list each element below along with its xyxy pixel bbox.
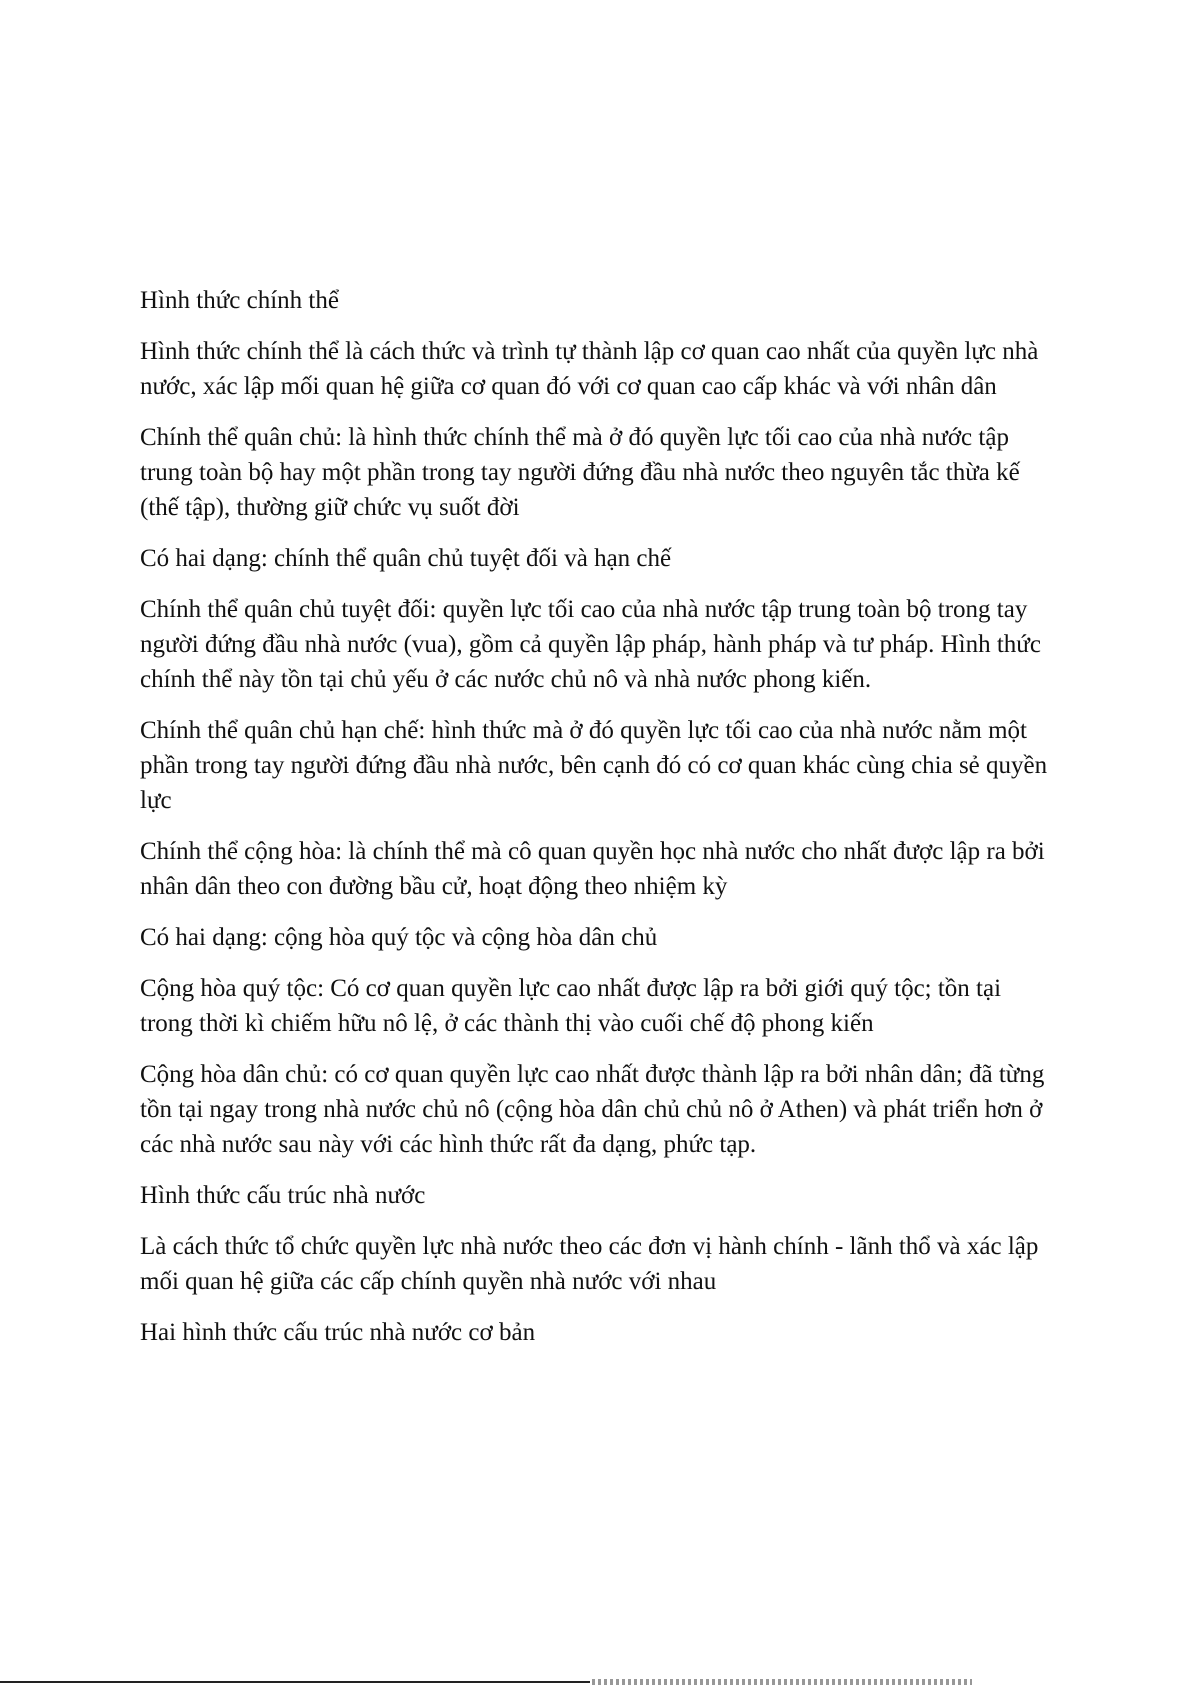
paragraph-cong-hoa-dan-chu: Cộng hòa dân chủ: có cơ quan quyền lực cao nhất được thành lập ra bởi nhân dân; đã từng tồn tại ngay trong nhà nước chủ nô (cộng hòa dân chủ chủ nô ở Athen) và phát triển hơn ở các nhà nước sau này với các hình thức rất đa dạng, phức tạp. [140,1061,1045,1158]
paragraph-chinh-the-cong-hoa: Chính thể cộng hòa: là chính thể mà cô quan quyền học nhà nước cho nhất được lập ra bởi nhân dân theo con đường bầu cử, hoạt động theo nhiệm kỳ [140,838,1045,900]
paragraph-quan-chu-tuyet-doi: Chính thể quân chủ tuyệt đối: quyền lực tối cao của nhà nước tập trung toàn bộ trong tay người đứng đầu nhà nước (vua), gồm cả quyền lập pháp, hành pháp và tư pháp. Hình thức chính thể này tồn tại chủ yếu ở các nước chủ nô và nhà nước phong kiến. [140,596,1041,693]
paragraph-hai-dang-quan-chu: Có hai dạng: chính thể quân chủ tuyệt đối và hạn chế [140,545,672,572]
page-bottom-edge [0,1679,1191,1685]
document-body [140,283,1060,1366]
bottom-cropped-fragments [592,1679,972,1685]
bottom-rule-line [0,1681,590,1683]
paragraph-dinh-nghia-chinh-the: Hình thức chính thể là cách thức và trình tự thành lập cơ quan cao nhất của quyền lực nhà nước, xác lập mối quan hệ giữa cơ quan đó với cơ quan cao cấp khác và với nhân dân [140,338,1039,400]
heading-hinh-thuc-chinh-the: Hình thức chính thể [140,287,339,314]
paragraph-cong-hoa-quy-toc: Cộng hòa quý tộc: Có cơ quan quyền lực cao nhất được lập ra bởi giới quý tộc; tồn tại trong thời kì chiếm hữu nô lệ, ở các thành thị vào cuối chế độ phong kiến [140,975,1002,1037]
heading-hinh-thuc-cau-truc: Hình thức cấu trúc nhà nước [140,1182,426,1209]
paragraph-hai-hinh-thuc-cau-truc: Hai hình thức cấu trúc nhà nước cơ bản [140,1319,536,1346]
paragraph-quan-chu-han-che: Chính thể quân chủ hạn chế: hình thức mà ở đó quyền lực tối cao của nhà nước nằm một phần trong tay người đứng đầu nhà nước, bên cạnh đó có cơ quan khác cùng chia sẻ quyền lực [140,717,1048,814]
paragraph-hai-dang-cong-hoa: Có hai dạng: cộng hòa quý tộc và cộng hòa dân chủ [140,924,658,951]
paragraph-chinh-the-quan-chu: Chính thể quân chủ: là hình thức chính thể mà ở đó quyền lực tối cao của nhà nước tập trung toàn bộ hay một phần trong tay người đứng đầu nhà nước theo nguyên tắc thừa kế (thế tập), thường giữ chức vụ suốt đời [140,424,1020,521]
paragraph-dinh-nghia-cau-truc: Là cách thức tổ chức quyền lực nhà nước theo các đơn vị hành chính - lãnh thổ và xác lập mối quan hệ giữa các cấp chính quyền nhà nước với nhau [140,1233,1039,1295]
